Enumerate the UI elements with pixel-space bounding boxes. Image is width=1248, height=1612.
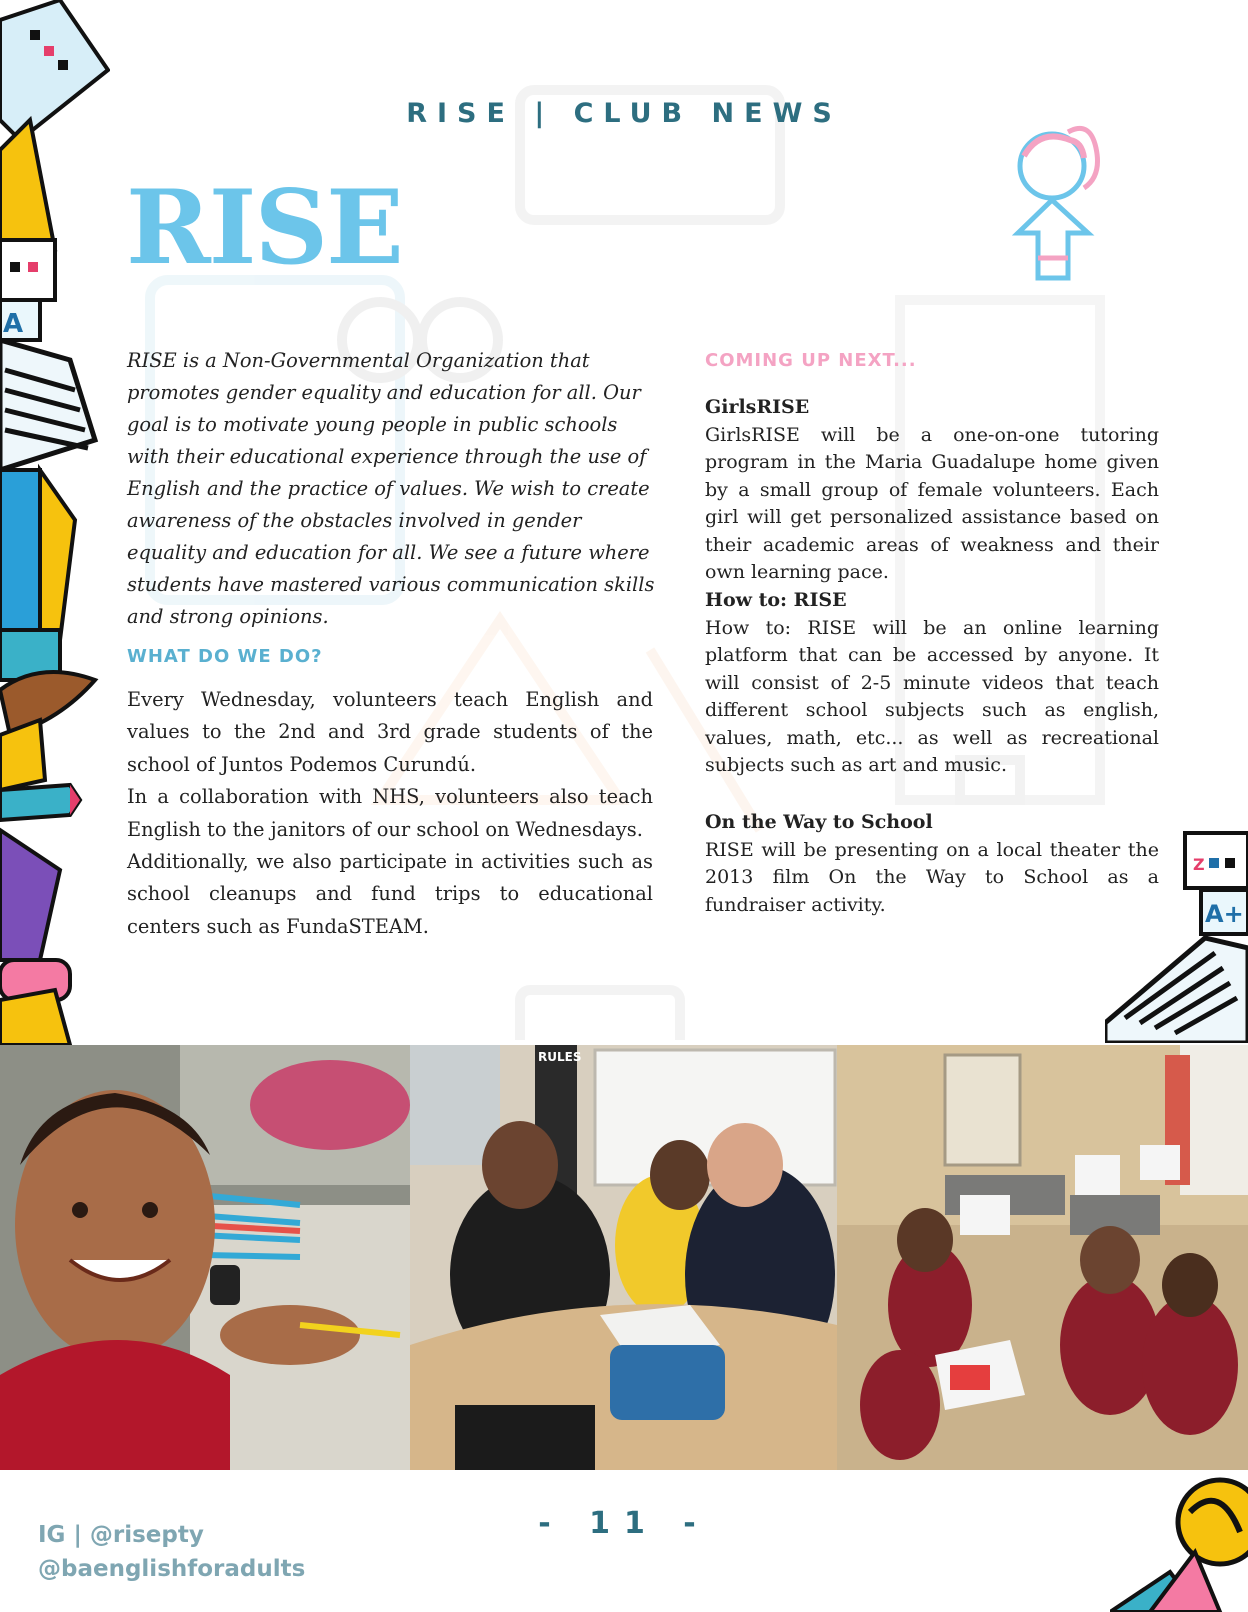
photo-students-studying — [410, 1045, 837, 1470]
photo-strip — [0, 1045, 1248, 1470]
section-header: RISE | CLUB NEWS — [406, 98, 842, 129]
coming-up-item-girlsrise — [705, 394, 1159, 587]
bottom-right-decoration — [1110, 1472, 1248, 1612]
page-number: - 11 - — [538, 1506, 710, 1541]
pencil-icon — [0, 785, 80, 820]
intro-paragraph: RISE is a Non-Governmental Organization that promotes gender equality and education for all. Our goal is to motivate young people in public schools with their educational experience through the use of English and the practice of values. We wish to create awareness of the obstacles involved in gender equality and education for all. We see a future where students have mastered various communication skills and strong opinions. — [127, 349, 655, 628]
item-title: GirlsRISE — [705, 396, 810, 418]
item-text: GirlsRISE will be a one-on-one tutoring program in the Maria Guadalupe home given by a small group of female volunteers. Each girl will get personalized assistance based on their academic areas of weakness and their own learning pace. — [705, 423, 1159, 583]
paintbrush-icon — [0, 672, 95, 735]
secondary-handle: @baenglishforadults — [38, 1556, 306, 1582]
coming-up-next-heading: COMING UP NEXT... — [705, 350, 917, 371]
coming-up-item-on-the-way-to-school — [705, 809, 1159, 919]
item-text: RISE will be presenting on a local theater the 2013 film On the Way to School as a fundraiser activity. — [705, 838, 1159, 916]
girl-figure-icon — [1010, 118, 1110, 288]
what-do-we-do-body — [127, 684, 653, 943]
what-paragraph: Additionally, we also participate in activities such as school cleanups and fund trips to educational centers such as FundaSTEAM. — [127, 850, 653, 938]
tile-a-plus-letter: A+ — [1205, 900, 1244, 928]
tile-z-letter: Z — [1193, 855, 1205, 874]
letter-tile-icon — [1185, 833, 1248, 888]
item-text: How to: RISE will be an online learning platform that can be accessed by anyone. It will consist of 2-5 minute videos that teach different school subjects such as english, values, math, etc... as well as recreational subjects such as art and music. — [705, 616, 1159, 776]
rules-poster-text: RULES — [538, 1050, 582, 1064]
what-paragraph: In a collaboration with NHS, volunteers also teach English to the janitors of our school on Wednesdays. — [127, 785, 653, 841]
item-title: How to: RISE — [705, 589, 847, 611]
tile-a-letter: A — [3, 309, 24, 339]
item-title: On the Way to School — [705, 811, 933, 833]
instagram-handle: IG | @risepty — [38, 1522, 204, 1548]
letter-tile-icon — [0, 240, 55, 300]
page-title: RISE — [126, 168, 402, 288]
open-book-icon — [1105, 938, 1248, 1043]
what-do-we-do-heading: WHAT DO WE DO? — [127, 646, 323, 667]
coming-up-item-how-to-rise — [705, 587, 1159, 780]
what-paragraph: Every Wednesday, volunteers teach English and values to the 2nd and 3rd grade students of the school of Juntos Podemos Curundú. — [127, 688, 653, 776]
photo-smiling-student — [0, 1045, 410, 1470]
open-book-icon — [0, 340, 95, 470]
left-school-supplies-decoration — [0, 0, 110, 1045]
photo-kids-with-drawings — [837, 1045, 1248, 1470]
